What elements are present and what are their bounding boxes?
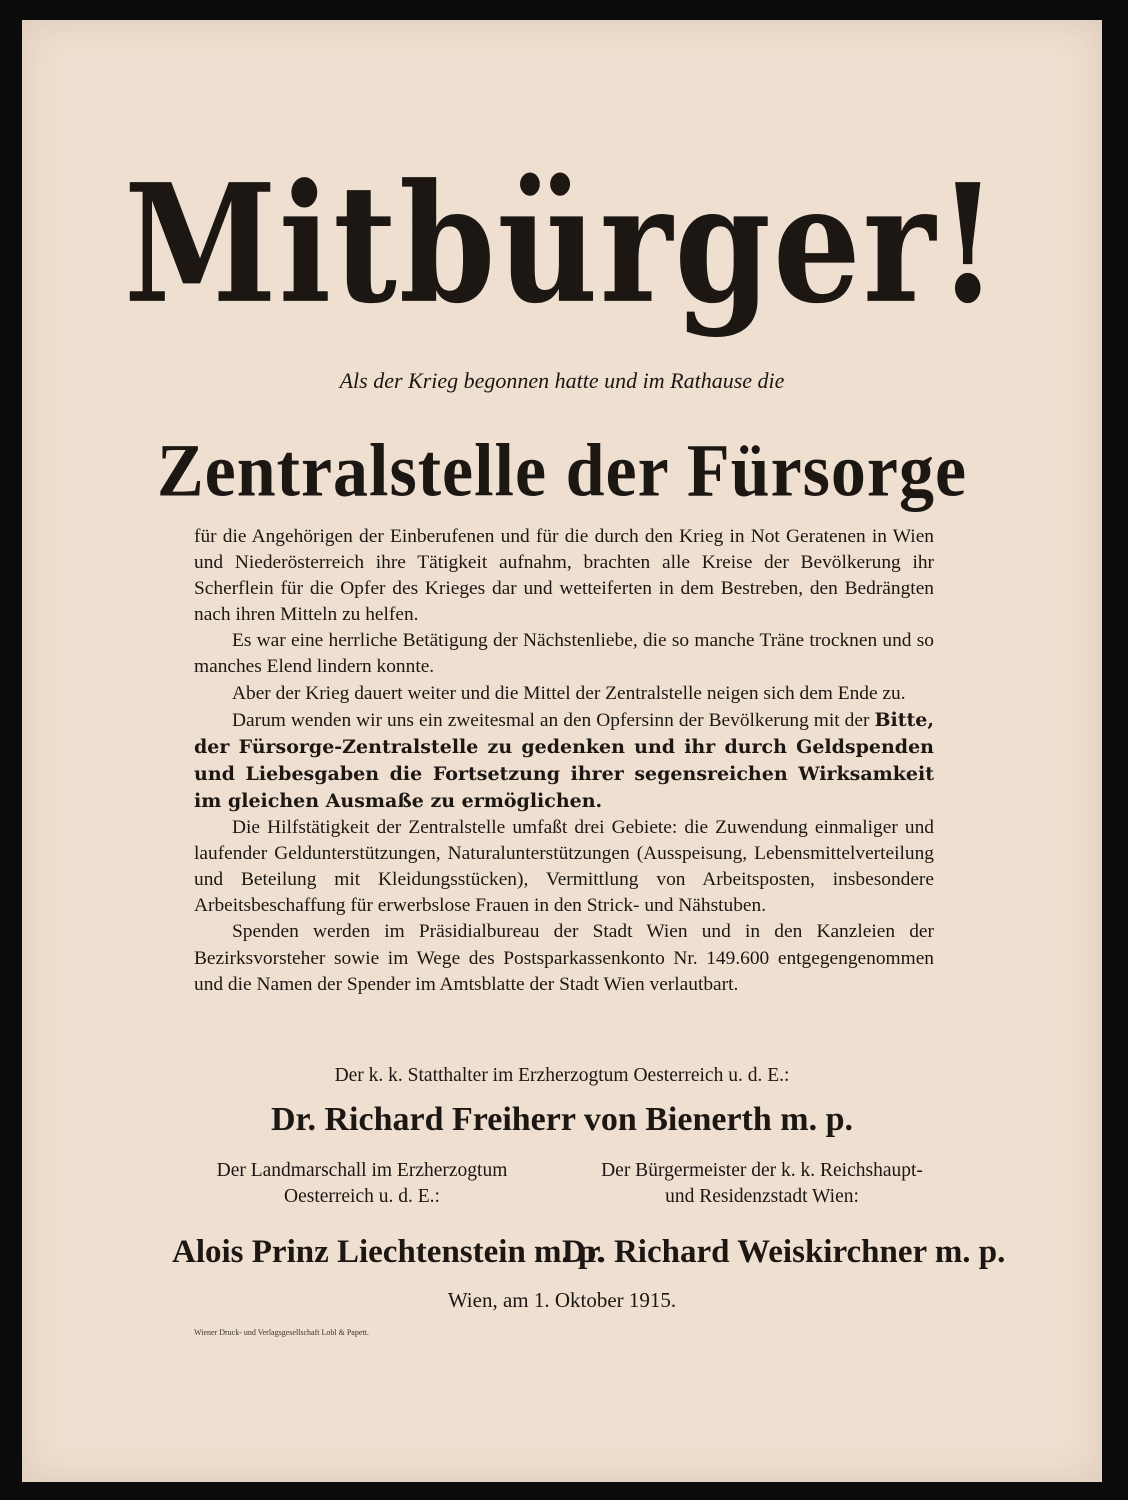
body-text xyxy=(194,524,934,998)
poster-subtitle: Zentralstelle der Fürsorge xyxy=(156,429,968,513)
paragraph-2: Es war eine herrliche Betätigung der Nächstenliebe, die so manche Träne trocknen und so manches Elend lindern konnte. xyxy=(194,630,934,678)
printer-imprint: Wiener Druck- und Verlagsgesellschaft Lobl & Papett. xyxy=(194,1328,369,1337)
paragraph-5: Die Hilfstätigkeit der Zentralstelle umfaßt drei Gebiete: die Zuwendung einmaliger und laufender Geldunterstützungen, Naturalunterstützungen (Ausspeisung, Lebensmittelverteilung und Beteilung mit Kleidungsstücken), Vermittlung von Arbeitsposten, insbesondere Arbeitsbeschaffung für erwerbslose Frauen in den Strick- und Nähstuben. xyxy=(194,817,934,917)
paragraph-4-text: Darum wenden wir uns ein zweitesmal an den Opfersinn der Bevölkerung mit der xyxy=(232,709,870,731)
buergermeister-name: Dr. Richard Weiskirchner m. p. xyxy=(562,1234,1006,1270)
statthalter-title: Der k. k. Statthalter im Erzherzogtum Oesterreich u. d. E.: xyxy=(334,1065,790,1086)
date-line: Wien, am 1. Oktober 1915. xyxy=(447,1288,677,1312)
buergermeister-title-line-1: Der Bürgermeister der k. k. Reichshaupt- xyxy=(601,1160,923,1181)
paragraph-1: für die Angehörigen der Einberufenen und für die durch den Krieg in Not Geratenen in Wien und Niederösterreich ihre Tätigkeit aufnahm, brachten alle Kreise der Bevölkerung ihr Scherflein für die Opfer des Krieges dar und wetteiferten in dem Bestreben, den Bedrängten nach ihren Mitteln zu helfen. xyxy=(194,526,934,626)
buergermeister-title-line-2: und Residenzstadt Wien: xyxy=(665,1186,859,1207)
appeal-bold-text: Bitte, der Fürsorge-Zentralstelle zu gedenken und ihr durch Geldspenden und Liebesgaben die Fortsetzung ihrer segensreichen Wirksamkeit im gleichen Ausmaße zu ermöglichen. xyxy=(194,708,934,812)
landmarschall-title-line-1: Der Landmarschall im Erzherzogtum xyxy=(216,1160,508,1181)
landmarschall-name: Alois Prinz Liechtenstein m. p. xyxy=(172,1234,605,1270)
paragraph-6: Spenden werden im Präsidialbureau der Stadt Wien und in den Kanzleien der Bezirksvorsteher sowie im Wege des Postsparkassenkonto Nr. 149.600 entgegengenommen und die Namen der Spender im Amtsblatte der Stadt Wien verlautbart. xyxy=(194,921,934,995)
landmarschall-signature xyxy=(172,1158,605,1272)
buergermeister-signature xyxy=(562,1158,1006,1272)
paragraph-3: Aber der Krieg dauert weiter und die Mittel der Zentralstelle neigen sich dem Ende zu. xyxy=(232,682,906,704)
poster-sheet xyxy=(22,20,1102,1482)
poster-title: Mitbürger! xyxy=(123,147,1001,340)
paragraph-4 xyxy=(194,707,934,815)
landmarschall-title-line-2: Oesterreich u. d. E.: xyxy=(284,1186,440,1207)
intro-line: Als der Krieg begonnen hatte und im Rathause die xyxy=(339,368,785,393)
statthalter-name: Dr. Richard Freiherr von Bienerth m. p. xyxy=(270,1101,854,1138)
